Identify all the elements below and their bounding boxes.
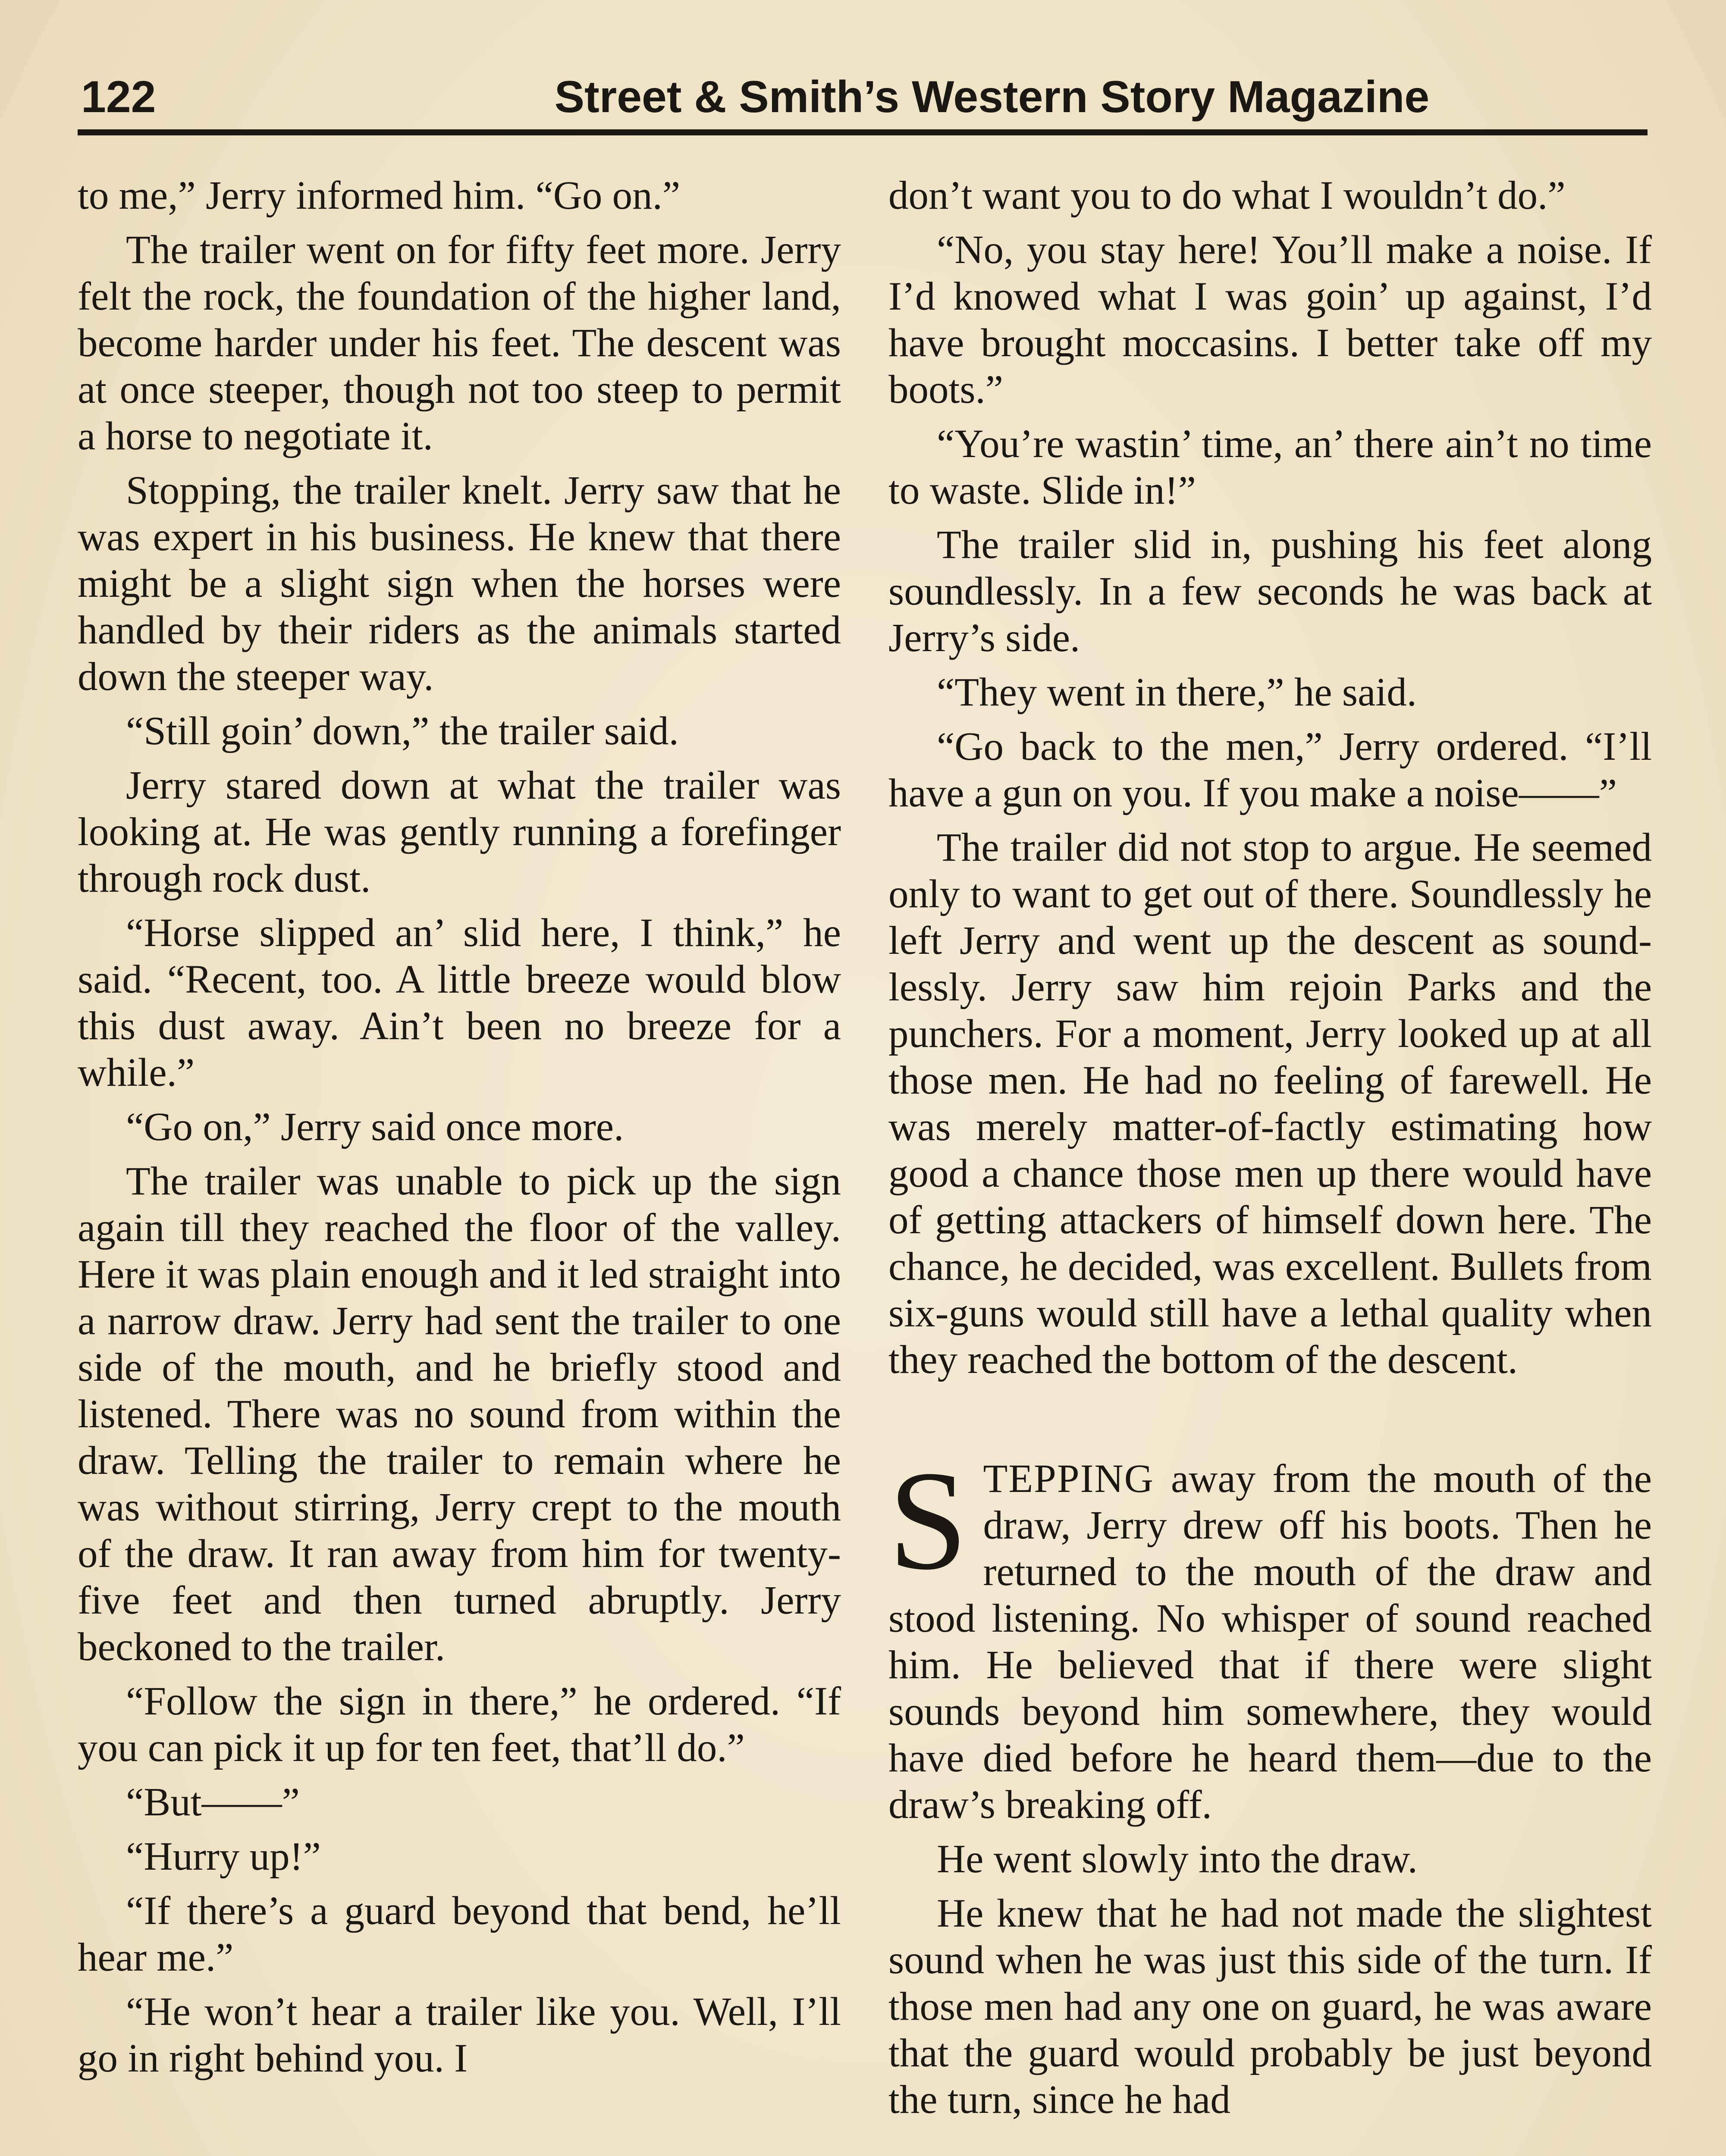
paragraph: The trailer was unable to pick up the sign again till they reached the floor of the valley. Here it was plain enough and it led straight into a narrow draw. Jerry had sent the trailer to one side of the mouth, and he briefly stood and listened. There was no sound from within the draw. Telling the trailer to remain where he was without stirring, Jerry crept to the mouth of the draw. It ran away from him for twenty-five feet and then turned abruptly. Jerry beckoned to the trailer.	[78, 1159, 841, 1669]
paragraph: “No, you stay here! You’ll make a noise. If I’d knowed what I was goin’ up against, I’d have brought moccasins. I better take off my boots.”	[888, 228, 1652, 412]
paragraph-text: away from the mouth of the draw, Jerry drew off his boots. Then he returned to the mouth of the draw and stood listening. No whisper of sound reached him. He believed that if there were slight sounds beyond him somewhere, they would have died before he heard them—due to the draw’s breaking off.	[888, 1457, 1652, 1827]
page-number: 122	[81, 72, 156, 122]
paragraph: to me,” Jerry informed him. “Go on.”	[78, 173, 681, 218]
paragraph: “Hurry up!”	[126, 1834, 321, 1879]
paragraph: “You’re wastin’ time, an’ there ain’t no time to waste. Slide in!”	[888, 422, 1652, 513]
paragraph: Stopping, the trailer knelt. Jerry saw that he was expert in his business. He knew that there might be a slight sign when the horses were handled by their riders as the animals started down the steeper way.	[78, 468, 841, 699]
lead-word: TEPPING	[983, 1457, 1154, 1501]
paragraph: The trailer went on for fifty feet more. Jerry felt the rock, the foundation of the higher land, become harder under his feet. The descent was at once steeper, though not too steep to permit a horse to negotiate it.	[78, 228, 841, 458]
paragraph: “But——”	[126, 1780, 300, 1824]
paragraph: “Go on,” Jerry said once more.	[126, 1105, 624, 1149]
paragraph: “If there’s a guard beyond that bend, he’ll hear me.”	[78, 1889, 841, 1980]
paragraph: “Follow the sign in there,” he ordered. “If you can pick it up for ten feet, that’ll do.”	[78, 1679, 841, 1770]
section-break	[888, 1391, 1652, 1456]
paragraph: Jerry stared down at what the trailer was looking at. He was gently running a forefinger through rock dust.	[78, 763, 841, 901]
left-column	[78, 172, 841, 2090]
paragraph: The trailer did not stop to argue. He seemed only to want to get out of there. Soundlessly he left Jerry and went up the descent as soundlessly. Jerry saw him rejoin Parks and the punchers. For a moment, Jerry looked up at all those men. He had no feeling of farewell. He was merely matter-of-factly estimating how good a chance those men up there would have of getting attackers of himself down here. The chance, he decided, was excellent. Bullets from six-guns would still have a lethal quality when they reached the bottom of the descent.	[888, 825, 1652, 1382]
magazine-title: Street & Smith’s Western Story Magazine	[554, 72, 1430, 122]
paragraph: The trailer slid in, pushing his feet along soundlessly. In a few seconds he was back at Jerry’s side.	[888, 523, 1652, 660]
running-header	[78, 65, 1648, 135]
paragraph: “Horse slipped an’ slid here, I think,” he said. “Recent, too. A little breeze would blow this dust away. Ain’t been no breeze for a while.”	[78, 911, 841, 1095]
paragraph: “They went in there,” he said.	[937, 670, 1417, 714]
drop-cap: S	[888, 1442, 968, 1599]
paragraph: don’t want you to do what I wouldn’t do.”	[888, 173, 1566, 218]
paragraph: He knew that he had not made the slightest sound when he was just this side of the turn. If those men had any one on guard, he was aware that the guard would probably be just beyond the turn, since he had	[888, 1891, 1652, 2122]
paragraph: He went slowly into the draw.	[937, 1837, 1418, 1881]
paragraph: “Still goin’ down,” the trailer said.	[126, 709, 679, 753]
section-opening-paragraph	[888, 1442, 1652, 1828]
right-column	[888, 172, 1652, 2131]
paragraph: “Go back to the men,” Jerry ordered. “I’ll have a gun on you. If you make a noise——”	[888, 724, 1652, 815]
paragraph: “He won’t hear a trailer like you. Well, I’ll go in right behind you. I	[78, 1990, 841, 2081]
